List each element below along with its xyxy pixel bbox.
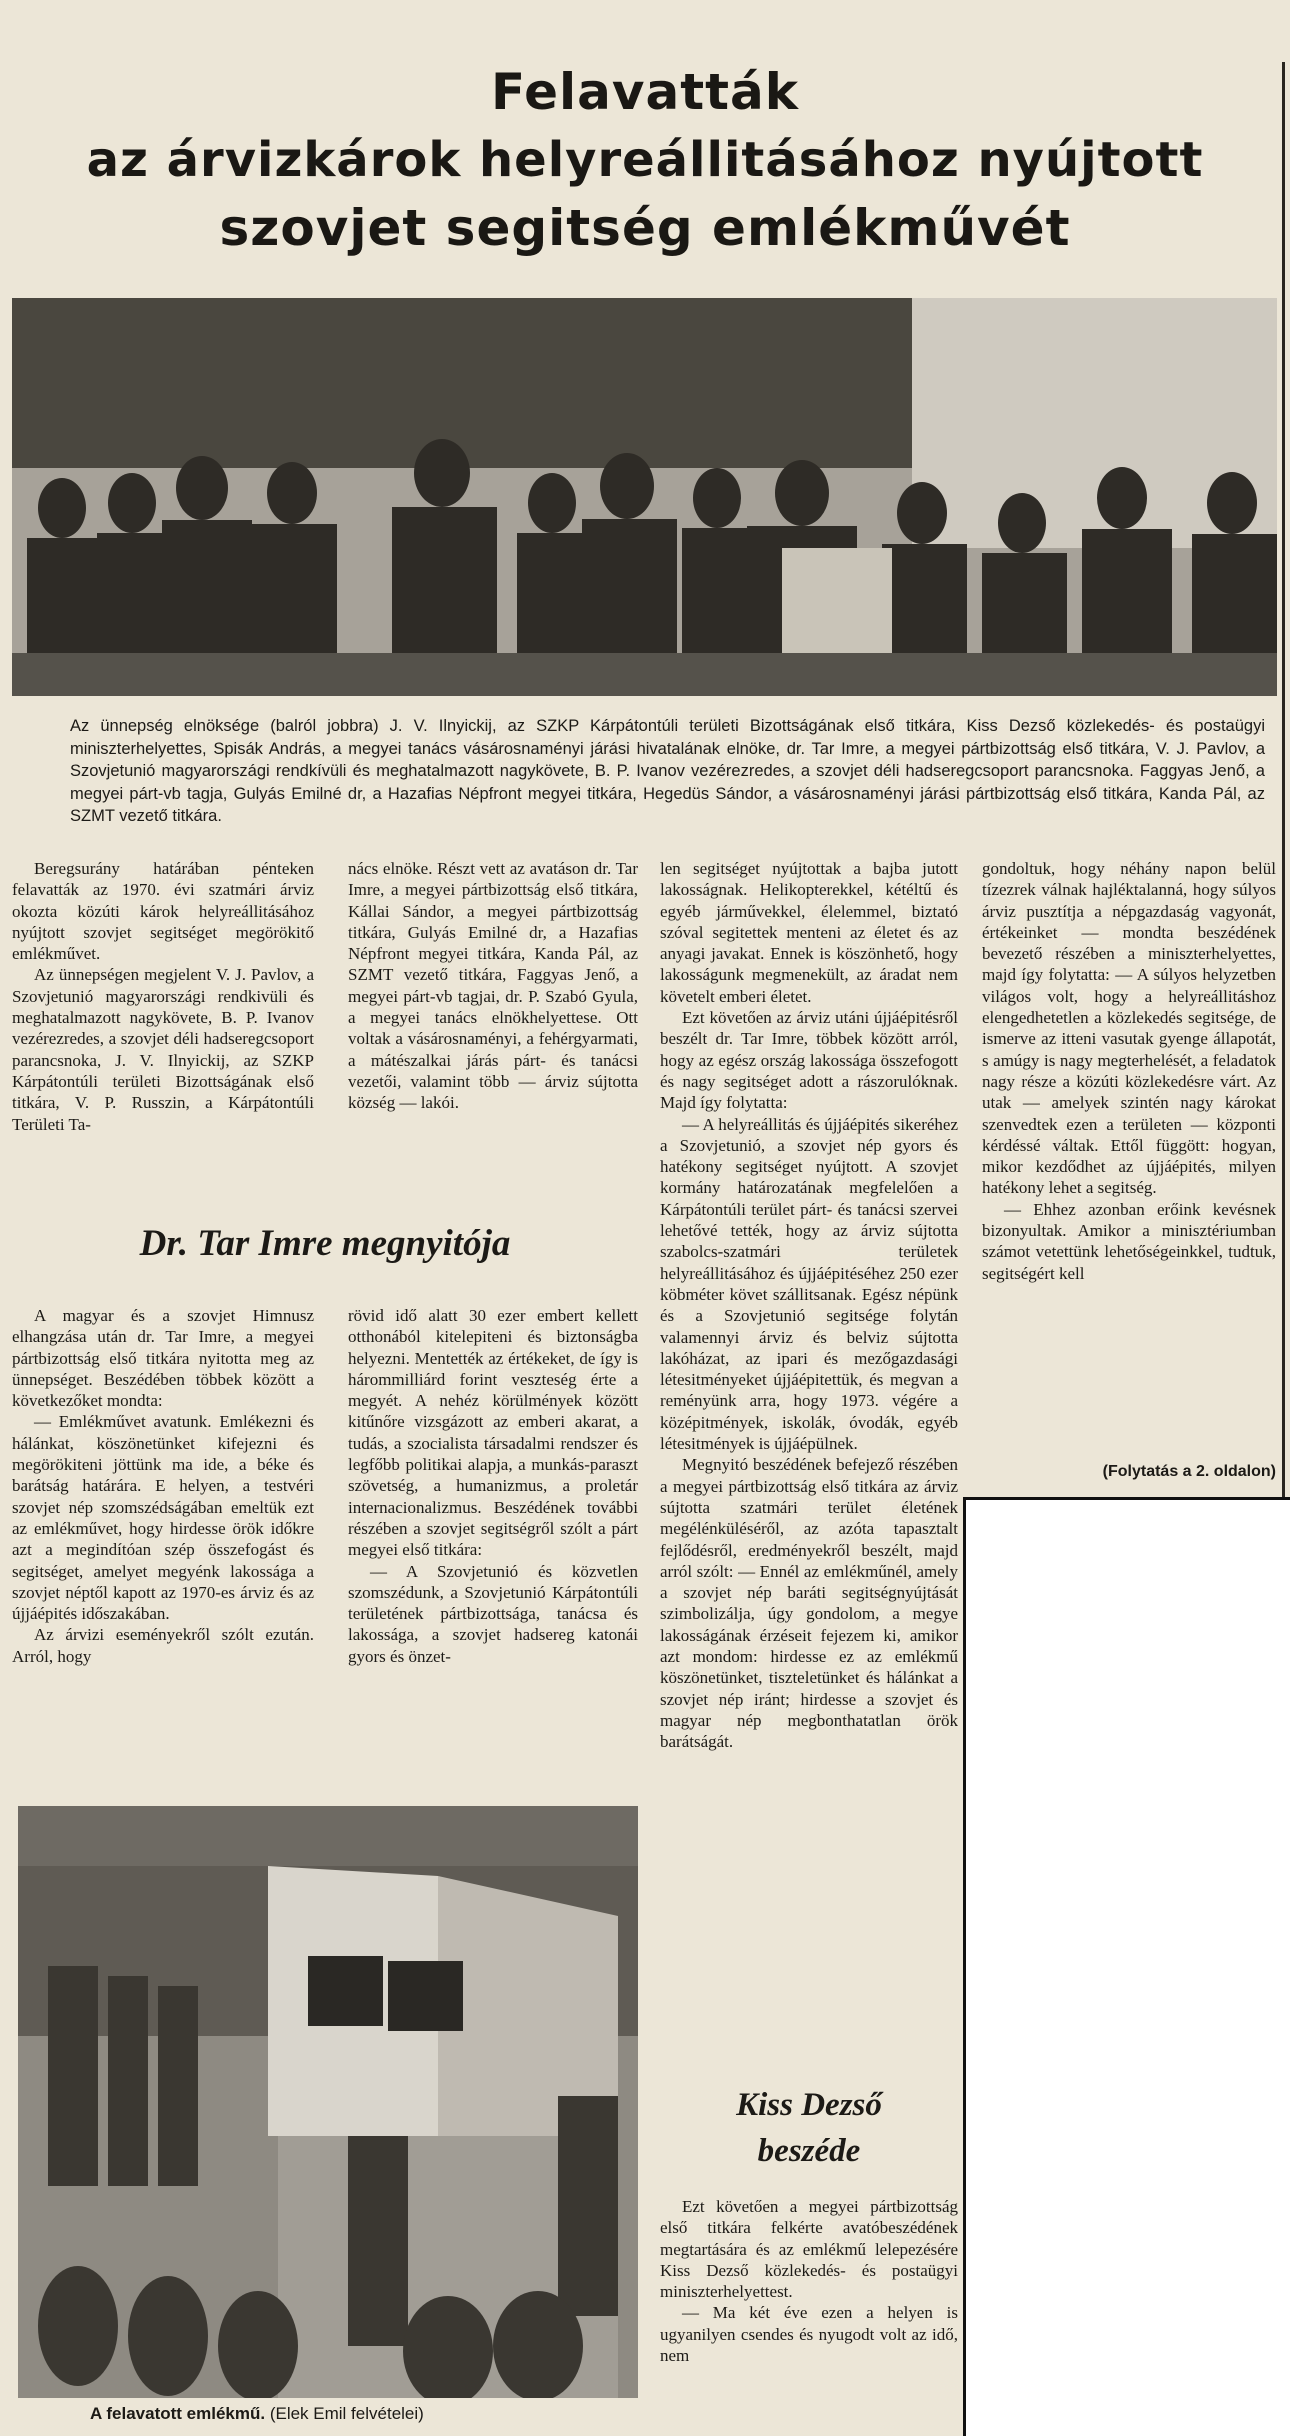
paragraph: gondoltuk, hogy néhány napon belül tízezrek válnak hajléktalanná, hogy súlyos árviz pusztítja a népgazdaság vagyonát, értékeinket — mondta beszédének bevezető részében a miniszterhelyettes, majd így folytatta: — A súlyos helyzetben világos volt, hogy a helyreállitáshoz elengedhetetlen a közlekedés segitsége, de ismerve az itteni vasutak gyenge állapotát, s amúgy is nagy megterhelését, a feladatok nagy része a közúti közlekedésre várt. Az utak — amelyek szintén nagy károkat szenvedtek ezen a területen — központi kérdéssé váltak. Ettől függött: hogyan, mikor kezdődhet az újjáépités, milyen hatékony lehet a segitség. [982,859,1276,1198]
photo-credit: (Elek Emil felvételei) [269,2404,424,2423]
bottom-photo [18,1806,638,2398]
paragraph: rövid idő alatt 30 ezer embert kellett otthonából kitelepiteni és biztonságba helyezni. Mentették az értékeket, de így is hárommilliárd forint veszteség érte a megyét. A nehéz körülmények között kitűnőre vizsgázott az emberi akarat, a tudás, a szocialista társadalmi rendszer és legfőbb politikai alapja, a munkás-paraszt szövetség, a humanizmus, a proletár internacionalizmus. Beszédének további részében a szovjet segitségről szólt a párt megyei első titkára: [348,1306,638,1560]
column-1-speech [12,1305,314,1667]
continued-note: (Folytatás a 2. oldalon) [1102,1463,1276,1480]
column-2-intro [348,858,638,1114]
subheading-line-1: Kiss Dezső [736,2087,882,2123]
top-photo [12,298,1277,696]
photo-caption-title: A felavatott emlékmű. [90,2404,266,2423]
paragraph: Ezt követően a megyei pártbizottság első titkára felkérte avatóbeszédének megtartására és az emlékmű lelepezésére Kiss Dezső közlekedés- és postaügyi miniszterhelyettest. [660,2197,958,2302]
blank-area [963,1497,1290,2436]
paragraph: Beregsurány határában pénteken felavatták az 1970. évi szatmári árviz okozta közúti károk helyreállitásához nyújtott szovjet segitséget megörökitő emlékművet. [12,859,314,964]
column-1-intro [12,858,314,1135]
headline-line-2: az árvizkárok helyreállitásához nyújtott [86,132,1204,188]
paragraph: Az árvizi eseményekről szólt ezután. Arról, hogy [12,1625,314,1666]
subheading-line-2: beszéde [757,2133,861,2169]
subheading-kiss-dezso [660,2082,958,2174]
top-photo-image [12,298,1277,696]
subheading-tar-imre: Dr. Tar Imre megnyitója [139,1223,511,1264]
column-3 [660,858,958,1752]
paragraph: — Ma két éve ezen a helyen is ugyanilyen csendes és nyugodt volt az idő, nem [660,2303,958,2366]
paragraph: A magyar és a szovjet Himnusz elhangzása után dr. Tar Imre, a megyei pártbizottság első titkára nyitotta meg az ünnepséget. Beszédében többek között a következőket mondta: [12,1306,314,1411]
column-rule [1282,62,1285,1502]
column-4 [982,858,1276,1284]
paragraph: — A Szovjetunió és közvetlen szomszédunk, a Szovjetunió Kárpátontúli területének pártbizottsága, tanácsa és lakossága, a szovjet hadsereg katonái gyors és önzet- [348,1561,638,1666]
paragraph: — A helyreállitás és újjáépités sikeréhez a Szovjetunió, a szovjet nép gyors és hatékony segitséget nyújtott. A szovjet kormány határozatának megfelelően a Kárpátontúli terület párt- és tanácsi szervei lehetővé tették, hogy az árviz sújtotta szabolcs-szatmári területek helyreállitásához és újjáépitéséhez 250 ezer köbméter követ szállitsanak. Egész népünk és a Szovjetunió segitsége folytán valamennyi árviz és belviz sújtotta lakóházat, az ipari és mezőgazdasági létesitményeket újjáépitettük, és megvan a reményünk arra, hogy 1973. végére a középitmények, iskolák, óvodák, egyéb létesitmények is újjáépülnek. [660,1114,958,1454]
paragraph: — Ehhez azonban erőink kevésnek bizonyultak. Amikor a minisztériumban számot vetettünk lehetőségeinkkel, tudtuk, segitségért kell [982,1199,1276,1283]
top-photo-caption: Az ünnepség elnöksége (balról jobbra) J. V. Ilnyickij, az SZKP Kárpátontúli területi Bizottságának első titkára, Kiss Dezső közlekedés- és postaügyi miniszterhelyettes, Spisák András, a megyei tanács vásárosnaményi járási hivatalának elnöke, dr. Tar Imre, a megyei pártbizottság első titkára, V. J. Pavlov, a Szovjetunió magyarországi rendkívüli és meghatalmazott nagykövete, B. P. Ivanov vezérezredes, a szovjet déli hadseregcsoport parancsnoka. Faggyas Jenő, a megyei párt-vb tagja, Gulyás Emilné dr, a Hazafias Népfront megyei titkára, Hegedüs Sándor, a vásárosnaményi járási pártbizottság első titkára, Kanda Pál, az SZMT vezető titkára. [70,717,1265,825]
paragraph: Az ünnepségen megjelent V. J. Pavlov, a Szovjetunió magyarországi rendkivüli és meghatalmazott nagykövete, B. P. Ivanov vezérezredes, a szovjet déli hadseregcsoport parancsnoka, J. V. Ilnyickij, az SZKP Kárpátontúli területi Bizottságának első titkára, V. P. Russzin, a Kárpátontúli Területi Ta- [12,965,314,1134]
bottom-photo-image [18,1806,638,2398]
paragraph: Megnyitó beszédének befejező részében a megyei pártbizottság első titkára az árviz sújtotta szatmári terület életének megélénküléséről, az azóta tapasztalt fejlődésről, eredményekről beszélt, majd arról szólt: — Ennél az emlékműnél, amely a szovjet nép baráti segitségnyújtását szimbolizálja, úgy gondolom, a megye lakosságának érzéseit fejezem ki, amikor azt mondom: hirdesse ez az emlékmű köszönetünket, tiszteletünket és hálánkat a szovjet nép iránt; hirdesse a szovjet és magyar nép megbonthatatlan örök barátságát. [660,1455,958,1752]
headline [0,58,1290,262]
headline-line-1: Felavatták [490,63,800,121]
paragraph: — Emlékművet avatunk. Emlékezni és hálánkat, köszönetünket kifejezni és megörökiteni jöttünk ma ide, a béke és barátság határára. E helyen, a testvéri szovjet nép szomszédságában emeltük ezt az emlékművet, hogy hirdesse örök időkre azt a megindítóan szép összefogást és segitséget, amelyet megyénk lakossága a szovjet néptől kapott az 1970-es árviz és az újjáépités időszakában. [12,1412,314,1624]
column-2-speech [348,1305,638,1667]
column-3-kiss [660,2196,958,2366]
paragraph: len segitséget nyújtottak a bajba jutott lakosságnak. Helikopterekkel, kétéltű és egyéb járművekkel, élelemmel, biztató szóval segitettek menteni az életet és az anyagi javakat. Ennek is köszönhető, hogy lakosságunk megmenekült, az áradat nem követelt emberi életet. [660,859,958,1006]
paragraph: Ezt követően az árviz utáni újjáépitésről beszélt dr. Tar Imre, többek között arról, hogy az egész ország lakossága összefogott és nagy segitséget adott a rászorulóknak. Majd így folytatta: [660,1008,958,1113]
headline-line-3: szovjet segitség emlékművét [219,199,1071,257]
bottom-photo-caption [90,2404,424,2424]
paragraph: nács elnöke. Részt vett az avatáson dr. Tar Imre, a megyei pártbizottság első titkára, Kállai Sándor, a megyei pártbizottság titkára, Gulyás Emilné dr, a Hazafias Népfront megyei titkára, Kanda Pál, az SZMT vezető titkára, Faggyas Jenő, a megyei párt-vb tagjai, dr. P. Szabó Gyula, a megyei tanács elnökhelyettese. Ott voltak a vásárosnaményi, a fehérgyarmati, a mátészalkai járás párt- és tanácsi vezetői, valamint több — árviz sújtotta község — lakói. [348,859,638,1113]
